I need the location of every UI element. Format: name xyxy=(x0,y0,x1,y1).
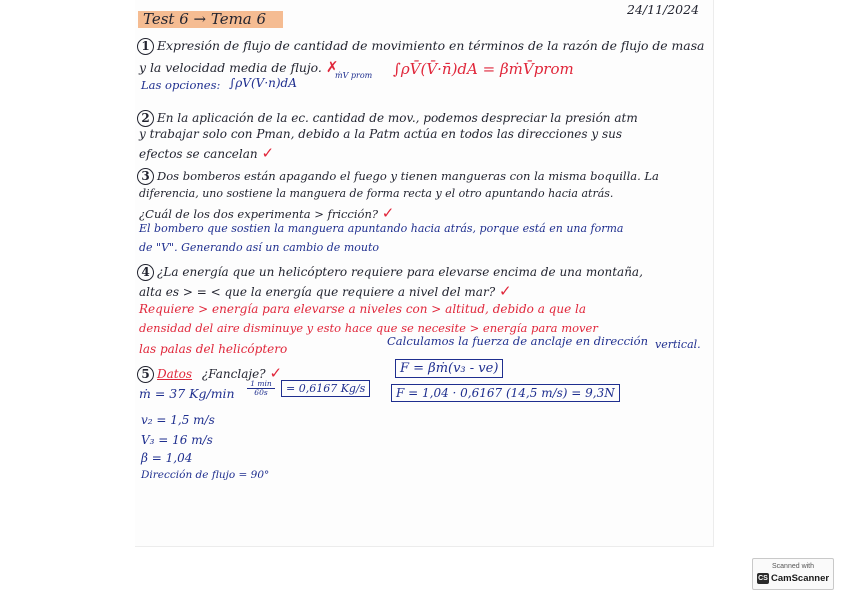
page-title: Test 6 → Tema 6 xyxy=(143,10,267,28)
q2-text-3: efectos se cancelan xyxy=(139,147,258,161)
q5-flow-direction: Dirección de flujo = 90° xyxy=(141,469,270,481)
page-date: 24/11/2024 xyxy=(627,2,700,17)
q4-statement-line1 xyxy=(137,264,643,281)
camscanner-logo-icon: CS xyxy=(758,575,768,582)
q5-calc-line1: Calculamos la fuerza de anclaje en dirección xyxy=(387,334,649,348)
scanned-with-text: Scanned with xyxy=(771,563,815,570)
q3-statement-line3 xyxy=(139,206,394,221)
q5-conv-denominator: 60s xyxy=(254,387,268,397)
q1-options-label: Las opciones: xyxy=(141,78,221,92)
q1-option-b: ṁV prom xyxy=(335,71,373,80)
q3-number: 3 xyxy=(137,168,154,185)
q4-number: 4 xyxy=(137,264,154,281)
q4-text-1: ¿La energía que un helicóptero requiere para elevarse encima de una montaña, xyxy=(157,265,643,279)
q5-question: ¿Fanclaje? xyxy=(201,367,266,381)
q5-conversion-fraction xyxy=(247,380,275,396)
q3-statement-line2: diferencia, uno sostiene la manguera de forma recta y el otro apuntando hacia atrás. xyxy=(139,187,614,200)
q2-statement-line3 xyxy=(139,146,274,161)
q1-option-a: ∫ρV(V·n)dA xyxy=(229,76,297,90)
q2-statement-line1 xyxy=(137,110,638,127)
q3-answer-line2: de "V". Generando así un cambio de mouto xyxy=(139,241,379,254)
q1-statement-line2 xyxy=(139,60,338,75)
q5-check-mark: ✓ xyxy=(269,364,283,382)
q5-v2: v₂ = 1,5 m/s xyxy=(141,413,215,427)
q1-number: 1 xyxy=(137,38,154,55)
q1-text-1: Expresión de flujo de cantidad de movimiento en términos de la razón de flujo de masa xyxy=(157,38,705,53)
q3-text-3: ¿Cuál de los dos experimenta > fricción? xyxy=(139,207,379,221)
q5-number: 5 xyxy=(137,366,154,383)
q2-number: 2 xyxy=(137,110,154,127)
q5-force-formula: F = βṁ(v₃ - ve) xyxy=(395,359,503,378)
q3-statement-line1 xyxy=(137,168,659,185)
q2-statement-line2: y trabajar solo con Pman, debido a la Patm actúa en todos las direcciones y sus xyxy=(139,127,623,141)
q5-mass-flow: ṁ = 37 Kg/min xyxy=(139,386,235,401)
q5-beta: β = 1,04 xyxy=(141,451,193,465)
q5-datos-label: Datos xyxy=(157,367,192,381)
q3-check-mark: ✓ xyxy=(381,204,395,222)
q4-answer-line1: Requiere > energía para elevarse a niveles con > altitud, debido a que la xyxy=(139,302,586,316)
q5-v3: V₃ = 16 m/s xyxy=(141,433,213,447)
camscanner-brand: CamScanner xyxy=(771,573,830,584)
q1-statement-line1 xyxy=(137,38,704,55)
q4-answer-line2: densidad del aire disminuye y esto hace que se necesite > energía para mover xyxy=(139,321,598,335)
q2-check-mark: ✓ xyxy=(261,144,275,162)
q5-conv-numerator: 1 min xyxy=(247,380,275,389)
q5-calc-line2: vertical. xyxy=(655,338,701,351)
q1-wrong-mark: ✗ xyxy=(325,58,339,76)
q1-answer-formula: ∫ρV̄(V̄·n̄)dA = βṁV̄prom xyxy=(393,60,574,78)
q4-check-mark: ✓ xyxy=(498,282,512,300)
q3-answer-line1: El bombero que sostien la manguera apuntando hacia atrás, porque está en una forma xyxy=(139,222,624,235)
q4-answer-line3: las palas del helicóptero xyxy=(139,342,288,356)
q2-text-1: En la aplicación de la ec. cantidad de mov., podemos despreciar la presión atm xyxy=(157,111,638,125)
q5-conversion-result: = 0,6167 Kg/s xyxy=(281,380,370,397)
camscanner-badge xyxy=(752,558,834,590)
q4-statement-line2 xyxy=(139,284,512,299)
q1-text-2: y la velocidad media de flujo. xyxy=(139,60,322,75)
q3-text-1: Dos bomberos están apagando el fuego y tienen mangueras con la misma boquilla. La xyxy=(157,169,659,183)
scanned-notebook-page xyxy=(135,0,714,547)
q5-force-result: F = 1,04 · 0,6167 (14,5 m/s) = 9,3N xyxy=(391,384,620,402)
q4-text-2: alta es > = < que la energía que requiere a nivel del mar? xyxy=(139,285,496,299)
